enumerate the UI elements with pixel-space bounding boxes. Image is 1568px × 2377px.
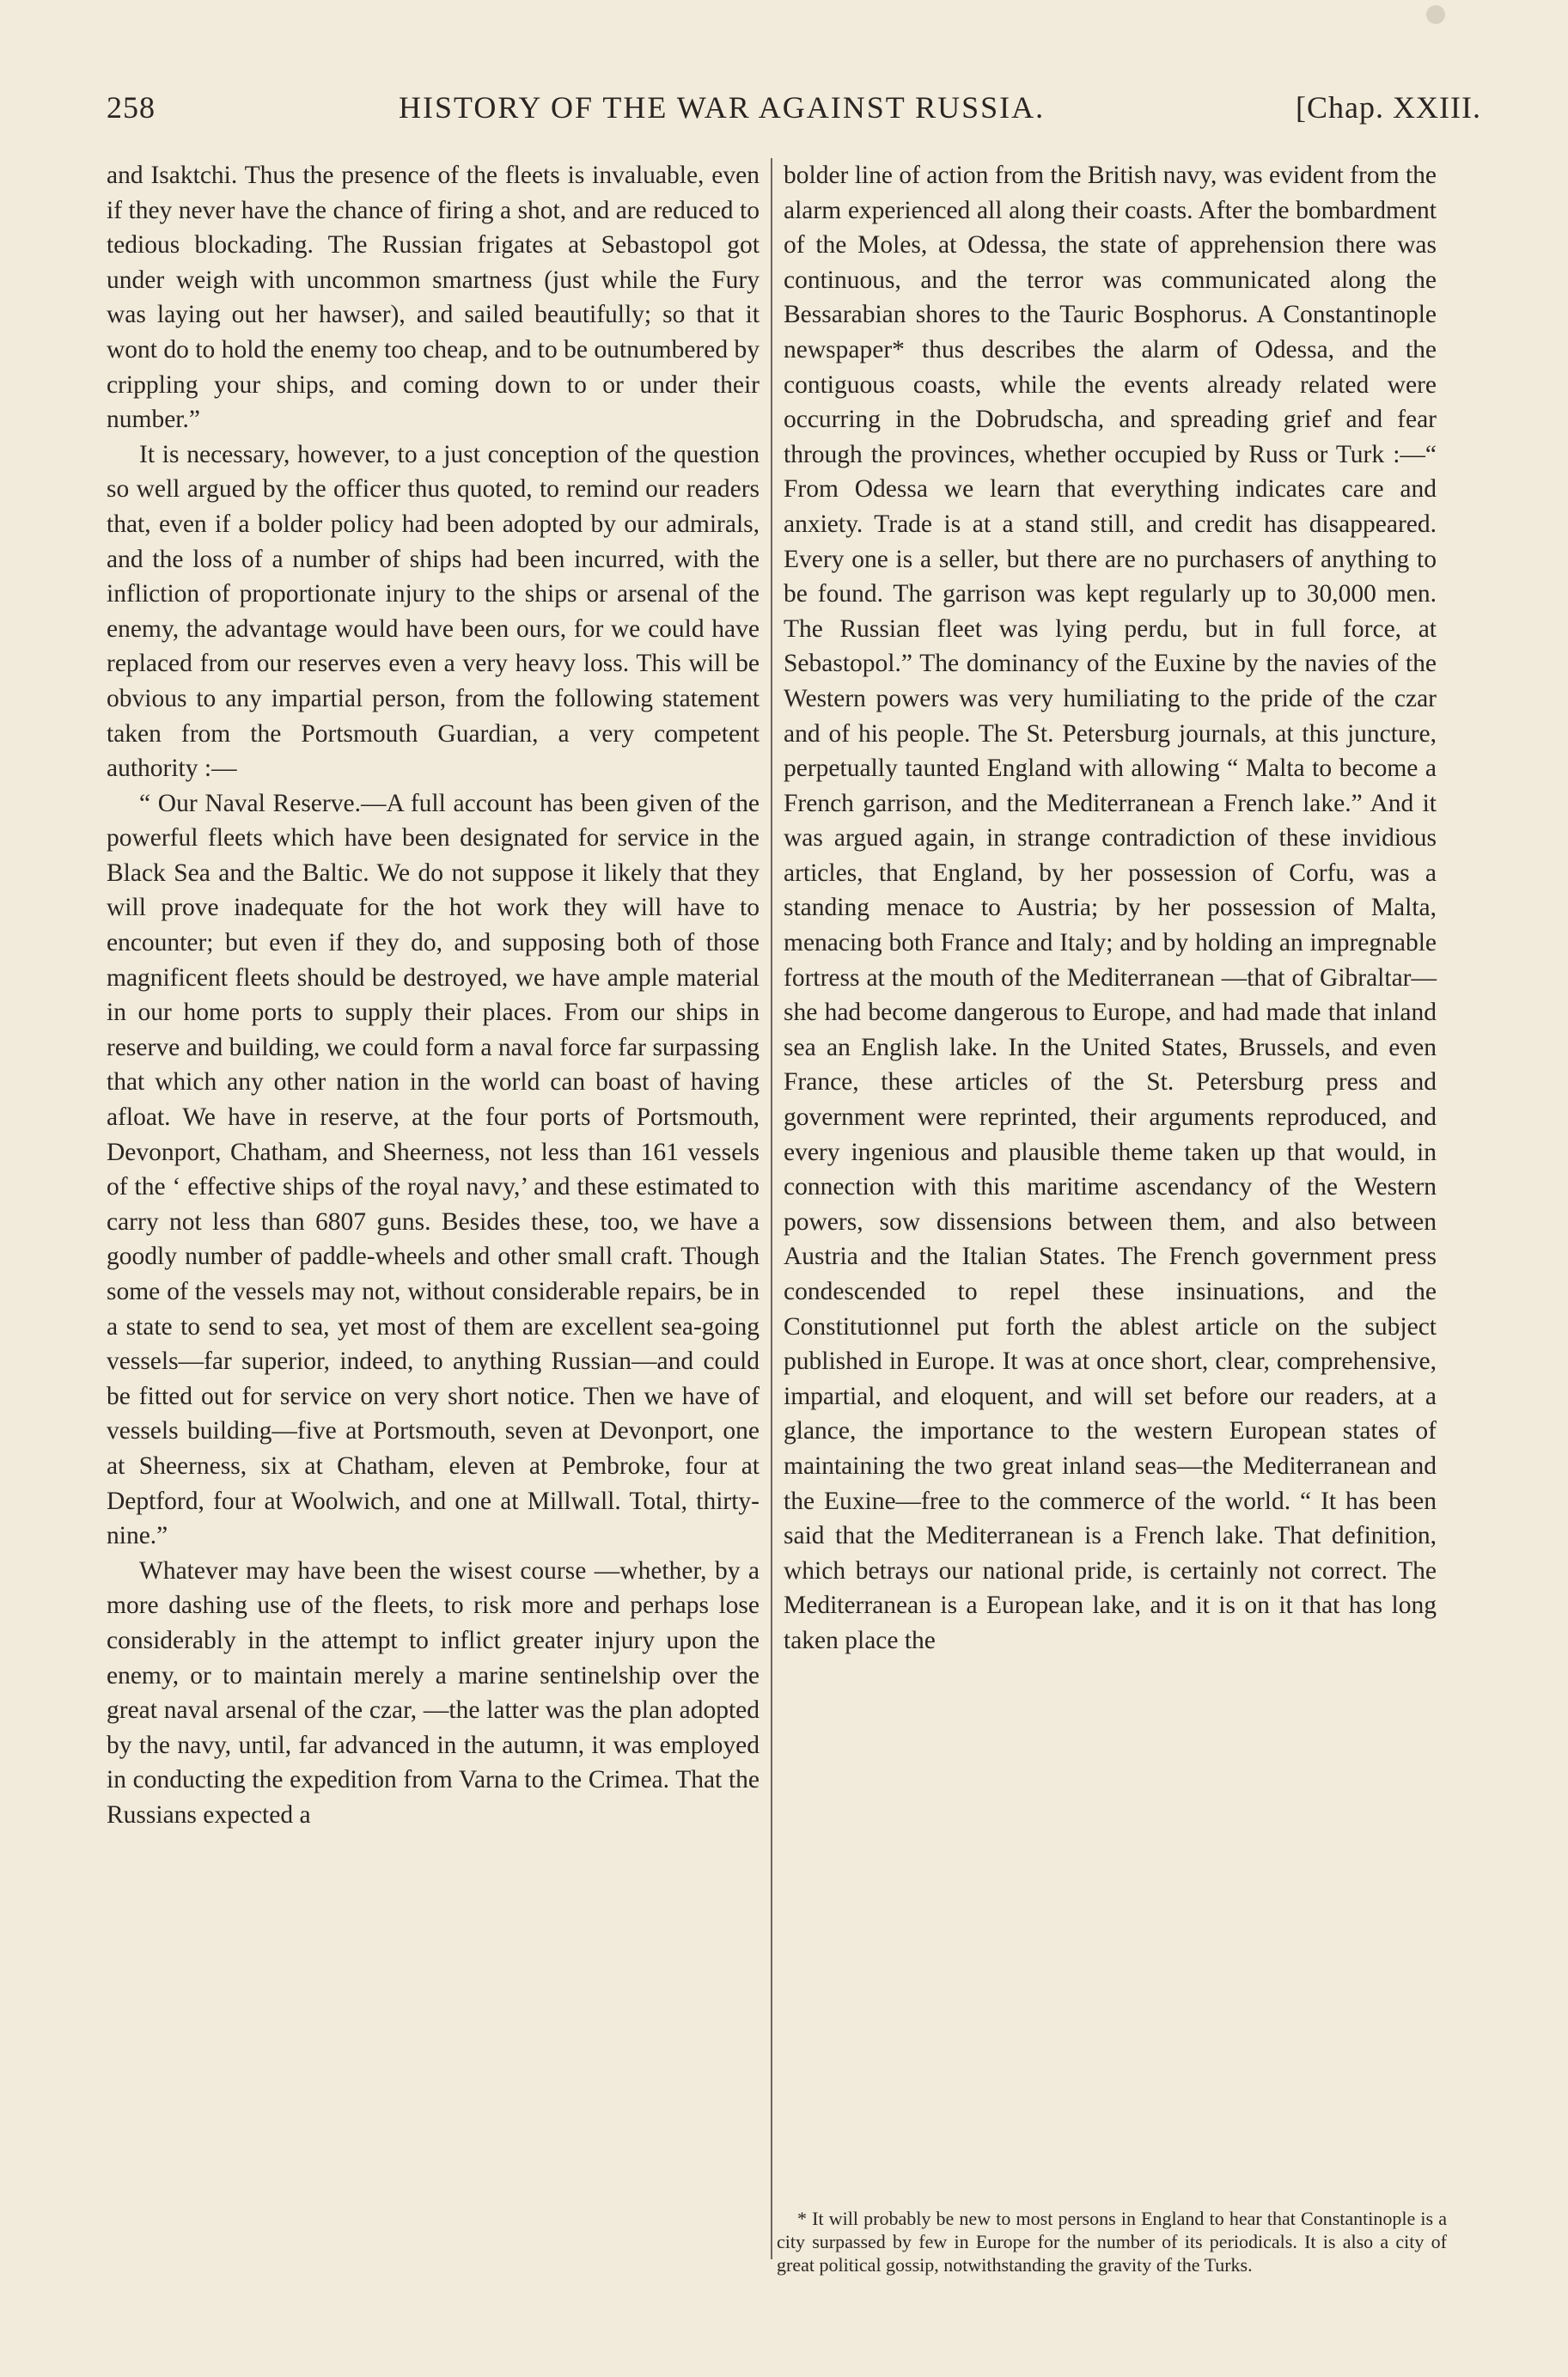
left-column [107, 158, 760, 1833]
paragraph: bolder line of action from the British navy, was evident from the alarm experienced all along their coasts. After the bombardment of the Moles, at Odessa, the state of apprehension there was continuous, and the terror was communicated along the Bessarabian shores to the Tauric Bosphorus. A Constantinople newspaper* thus describes the alarm of Odessa, and the contiguous coasts, while the events already related were occurring in the Dobrudscha, and spreading grief and fear through the provinces, whether occupied by Russ or Turk :—“ From Odessa we learn that everything indicates care and anxiety. Trade is at a stand still, and credit has disappeared. Every one is a seller, but there are no purchasers of anything to be found. The garrison was kept regularly up to 30,000 men. The Russian fleet was lying perdu, but in full force, at Sebastopol.” The dominancy of the Euxine by the navies of the Western powers was very humiliating to the pride of the czar and of his people. The St. Petersburg journals, at this juncture, perpetually taunted England with allowing “ Malta to become a French garrison, and the Mediterranean a French lake.” And it was argued again, in strange contradiction of these invidious articles, that England, by her possession of Corfu, was a standing menace to Austria; by her possession of Malta, menacing both France and Italy; and by holding an impregnable fortress at the mouth of the Mediterranean —that of Gibraltar—she had become dangerous to Europe, and had made that inland sea an English lake. In the United States, Brussels, and even France, these articles of the St. Petersburg press and government were reprinted, their arguments reproduced, and every ingenious and plausible theme taken up that would, in connection with this maritime ascendancy of the Western powers, sow dissensions between them, and also between Austria and the Italian States. The French government press condescended to repel these insinuations, and the Constitutionnel put forth the ablest article on the subject published in Europe. It was at once short, clear, comprehensive, impartial, and eloquent, and will set before our readers, at a glance, the importance to the western European states of maintaining the two great inland seas—the Mediterranean and the Euxine—free to the commerce of the world. “ It has been said that the Mediterranean is a French lake. That definition, which betrays our national pride, is certainly not correct. The Mediterranean is a European lake, and it is on it that has long taken place the [784, 162, 1437, 1654]
column-divider [771, 158, 772, 2259]
footnote-text: * It will probably be new to most persons in England to hear that Constantinople is a city surpassed by few in Europe for the number of its periodicals. It is also a city of great political gossip, notwithstanding the gravity of the Turks. [777, 2208, 1447, 2276]
running-header [107, 82, 1481, 134]
right-column [784, 158, 1437, 1659]
paper-stain [1426, 5, 1445, 24]
running-title: HISTORY OF THE WAR AGAINST RUSSIA. [399, 90, 1046, 125]
page-number: 258 [107, 90, 156, 125]
quoted-paragraph: “ Our Naval Reserve.—A full account has been given of the powerful fleets which have been designated for service in the Black Sea and the Baltic. We do not suppose it likely that they will prove inadequate for the hot work they will have to encounter; but even if they do, and supposing both of those magnificent fleets should be destroyed, we have ample material in our home ports to supply their places. From our ships in reserve and building, we could form a naval force far surpassing that which any other nation in the world can boast of having afloat. We have in reserve, at the four ports of Portsmouth, Devonport, Chatham, and Sheerness, not less than 161 vessels of the ‘ effective ships of the royal navy,’ and these estimated to carry not less than 6807 guns. Besides these, too, we have a goodly number of paddle-wheels and other small craft. Though some of the vessels may not, without considerable repairs, be in a state to send to sea, yet most of them are excellent sea-going vessels—far superior, indeed, to anything Russian—and could be fitted out for service on very short notice. Then we have of vessels building—five at Portsmouth, seven at Devonport, one at Sheerness, six at Chatham, eleven at Pembroke, four at Deptford, four at Woolwich, and one at Millwall. Total, thirty-nine.” [107, 789, 760, 1550]
paragraph: and Isaktchi. Thus the presence of the fleets is invaluable, even if they never have the chance of firing a shot, and are reduced to tedious blockading. The Russian frigates at Sebastopol got under weigh with uncommon smartness (just while the Fury was laying out her hawser), and sailed beautifully; so that it wont do to hold the enemy too cheap, and to be outnumbered by crippling your ships, and coming down to or under their number.” [107, 162, 760, 434]
paragraph: Whatever may have been the wisest course —whether, by a more dashing use of the fleets, to risk more and perhaps lose considerably in the attempt to inflict greater injury upon the enemy, or to maintain merely a marine sentinelship over the great naval arsenal of the czar, —the latter was the plan adopted by the navy, until, far advanced in the autumn, it was employed in conducting the expedition from Varna to the Crimea. That the Russians expected a [107, 1556, 760, 1829]
footnote [777, 2207, 1447, 2276]
chapter-label: [Chap. XXIII. [1296, 90, 1481, 125]
paragraph: It is necessary, however, to a just conception of the question so well argued by the officer thus quoted, to remind our readers that, even if a bolder policy had been adopted by our admirals, and the loss of a number of ships had been incurred, with the infliction of proportionate injury to the ships or arsenal of the enemy, the advantage would have been ours, for we could have replaced from our reserves even a very heavy loss. This will be obvious to any impartial person, from the following statement taken from the Portsmouth Guardian, a very competent authority :— [107, 440, 760, 783]
